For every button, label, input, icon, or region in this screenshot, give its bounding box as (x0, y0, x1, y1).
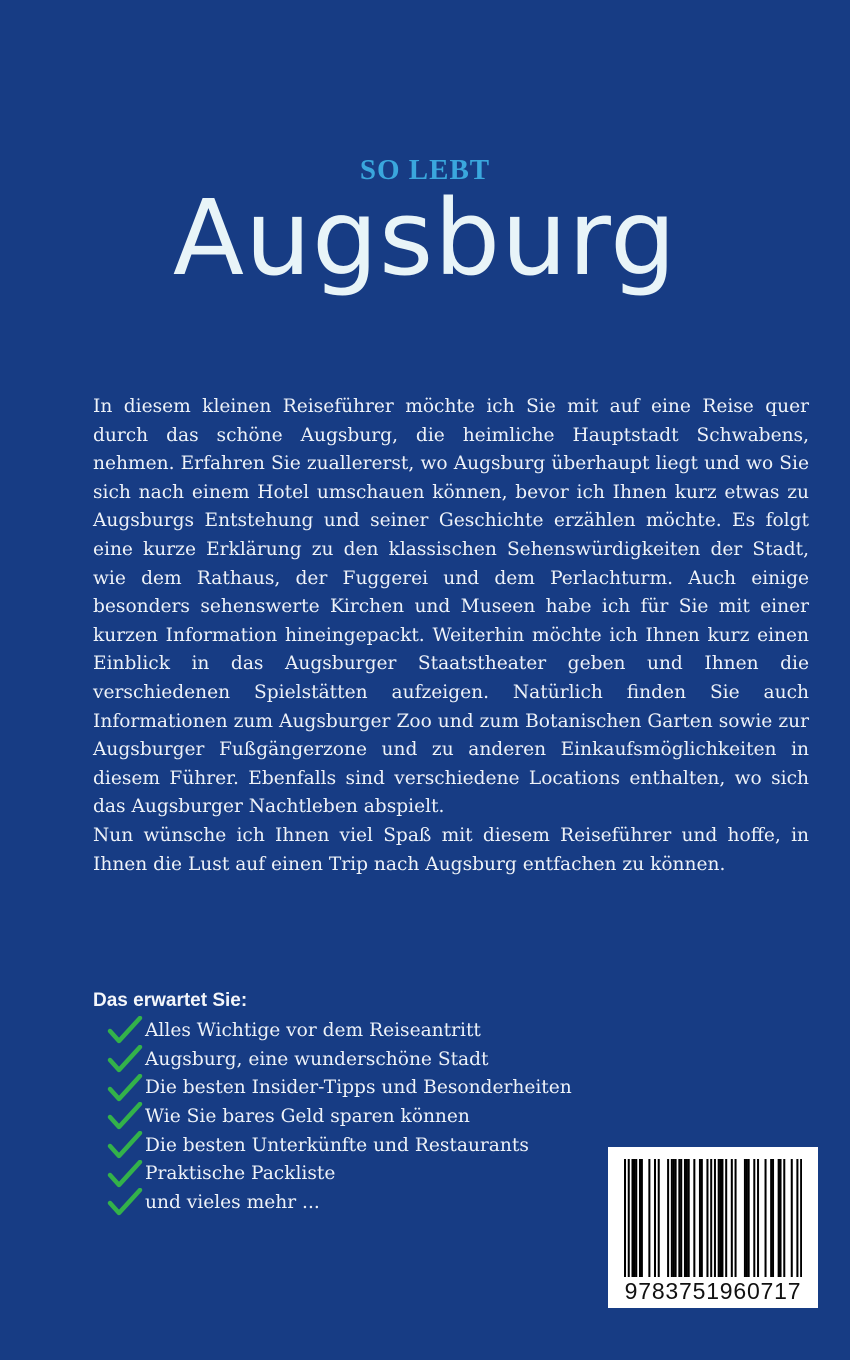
barcode-bar (770, 1159, 772, 1277)
barcode-bar (639, 1159, 641, 1277)
barcode-bars (624, 1159, 802, 1277)
isbn-number: 9783751960717 (624, 1278, 802, 1304)
feature-item (107, 1188, 572, 1217)
barcode-bar (710, 1159, 712, 1277)
check-icon (107, 1045, 143, 1073)
barcode-bar (744, 1159, 746, 1277)
features-heading: Das erwartet Sie: (93, 990, 248, 1011)
barcode-bar (680, 1159, 682, 1277)
barcode-bar (673, 1159, 675, 1277)
barcode-bar (633, 1159, 635, 1277)
barcode-bar (684, 1159, 686, 1277)
barcode-bar (686, 1159, 688, 1277)
barcode-bar (648, 1159, 650, 1277)
barcode-bar (654, 1159, 656, 1277)
check-icon (107, 1074, 143, 1102)
barcode-bar (725, 1159, 727, 1277)
barcode-bar (658, 1159, 660, 1277)
barcode-bar (765, 1159, 767, 1277)
feature-list (107, 1016, 572, 1217)
barcode-bar (796, 1159, 798, 1277)
feature-item (107, 1016, 572, 1045)
check-icon (107, 1102, 143, 1130)
barcode-bar (701, 1159, 703, 1277)
barcode-bar (671, 1159, 673, 1277)
barcode-bar (641, 1159, 643, 1277)
blurb-paragraph: In diesem kleinen Reiseführer möchte ich Sie mit auf eine Reise quer durch das schöne Augsburg, die heimliche Hauptstadt Schwabens, nehmen. Erfahren Sie zuallererst, wo Augsburg überhaupt liegt und wo Sie sich nach einem Hotel umschauen können, bevor ich Ihnen kurz etwas zu Augsburgs Entstehung und seiner Geschichte erzählen möchte. Es folgt eine kurze Erklärung zu den klassischen Sehenswürdigkeiten der Stadt, wie dem Rathaus, der Fuggerei und dem Perlachturm. Auch einige besonders sehenswerte Kirchen und Museen habe ich für Sie mit einer kurzen Information hineingepackt. Weiterhin möchte ich Ihnen kurz einen Einblick in das Augsburger Staatstheater geben und Ihnen die verschiedenen Spielstätten aufzeigen. Natürlich finden Sie auch Informationen zum Augsburger Zoo und zum Botanischen Garten sowie zur Augsburger Fußgängerzone und zu anderen Einkaufsmöglichkeiten in diesem Führer. Ebenfalls sind verschiedene Locations enthalten, wo sich das Augsburger Nachtleben abspielt. (93, 396, 809, 818)
barcode-bar (735, 1159, 737, 1277)
barcode-bar (746, 1159, 748, 1277)
barcode-bar (631, 1159, 633, 1277)
feature-label: Wie Sie bares Geld sparen können (145, 1105, 470, 1127)
barcode-bar (757, 1159, 759, 1277)
feature-item (107, 1045, 572, 1074)
check-icon (107, 1016, 143, 1044)
check-icon (107, 1188, 143, 1216)
barcode-bar (748, 1159, 750, 1277)
blurb-text (93, 393, 809, 879)
barcode-bar (721, 1159, 723, 1277)
barcode-bar (778, 1159, 780, 1277)
check-icon (107, 1131, 143, 1159)
barcode-bar (772, 1159, 774, 1277)
barcode-bar (693, 1159, 695, 1277)
barcode-bar (706, 1159, 708, 1277)
barcode-bar (699, 1159, 701, 1277)
feature-label: Augsburg, eine wunderschöne Stadt (145, 1048, 489, 1070)
barcode-bar (667, 1159, 669, 1277)
barcode-bar (720, 1159, 722, 1277)
feature-label: Praktische Packliste (145, 1163, 336, 1185)
barcode-bar (791, 1159, 793, 1277)
barcode-bar (624, 1159, 626, 1277)
feature-item (107, 1131, 572, 1160)
barcode-bar (800, 1159, 802, 1277)
barcode-bar (675, 1159, 677, 1277)
barcode-bar (731, 1159, 733, 1277)
barcode-bar (688, 1159, 690, 1277)
barcode-bar (718, 1159, 720, 1277)
series-label: SO LEBT (359, 154, 491, 186)
blurb-closing: Nun wünsche ich Ihnen viel Spaß mit diesem Reiseführer und hoffe, in Ihnen die Lust auf einen Trip nach Augsburg entfachen zu können. (93, 824, 809, 875)
feature-label: und vieles mehr ... (145, 1191, 320, 1213)
isbn-barcode (608, 1147, 818, 1308)
barcode-bar (635, 1159, 637, 1277)
feature-label: Die besten Unterkünfte und Restaurants (145, 1134, 529, 1156)
feature-item (107, 1102, 572, 1131)
barcode-bar (714, 1159, 716, 1277)
barcode-bar (780, 1159, 782, 1277)
feature-label: Alles Wichtige vor dem Reiseantritt (145, 1019, 481, 1041)
book-title: Augsburg (172, 177, 678, 299)
barcode-bar (628, 1159, 630, 1277)
barcode-bar (783, 1159, 785, 1277)
feature-item (107, 1073, 572, 1102)
feature-item (107, 1159, 572, 1188)
feature-label: Die besten Insider-Tipps und Besonderheiten (145, 1077, 572, 1099)
check-icon (107, 1160, 143, 1188)
barcode-bar (753, 1159, 755, 1277)
barcode-bar (678, 1159, 680, 1277)
